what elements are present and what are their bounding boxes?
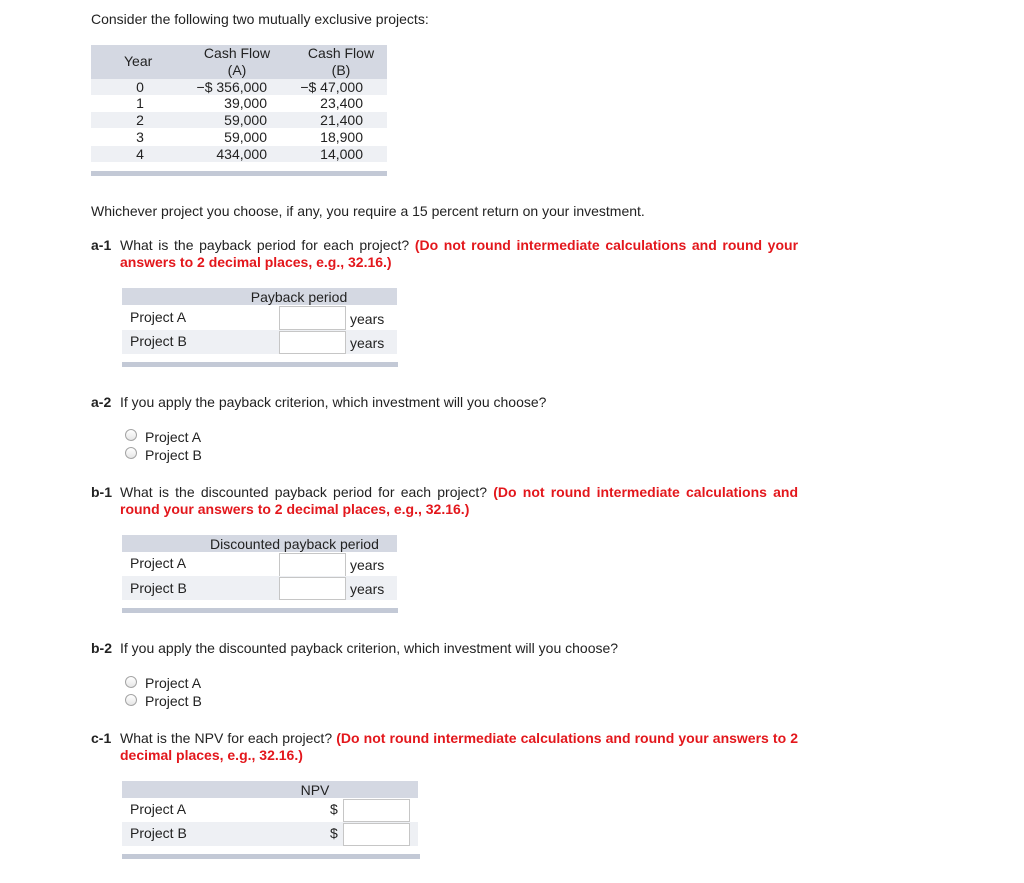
- radio-project-a[interactable]: [125, 676, 137, 688]
- question-text: What is the discounted payback period for each project?: [120, 484, 488, 500]
- table-footer-bar: [122, 854, 420, 859]
- currency-symbol: $: [330, 825, 338, 841]
- question-number: b-2: [91, 640, 112, 656]
- radio-label-project-b: Project B: [145, 693, 202, 709]
- discounted-payback-a-input[interactable]: [279, 553, 346, 577]
- return-statement: Whichever project you choose, if any, you require a 15 percent return on your investment.: [91, 203, 645, 219]
- question-text: What is the NPV for each project?: [120, 730, 333, 746]
- cash-b-cell: 14,000: [320, 146, 363, 162]
- question-instruction: (Do not round intermediate calculations and round your answers to 2 decimal places, e.g., 32.16.): [120, 730, 799, 763]
- cash-b-cell: 18,900: [320, 129, 363, 145]
- year-cell: 2: [136, 112, 144, 128]
- project-a-label: Project A: [130, 309, 187, 325]
- radio-project-a[interactable]: [125, 429, 137, 441]
- intro-text: Consider the following two mutually exclusive projects:: [91, 11, 429, 27]
- npv-a-input[interactable]: [343, 799, 410, 822]
- payback-b-input[interactable]: [279, 331, 346, 354]
- project-a-label: Project A: [130, 555, 187, 571]
- npv-header: NPV: [300, 782, 330, 798]
- question-b1-text: [120, 484, 798, 518]
- unit-years: years: [350, 311, 385, 327]
- table-footer-bar: [91, 171, 387, 176]
- question-instruction: (Do not round intermediate calculations and round your answers to 2 decimal places, e.g., 32.16.): [120, 237, 799, 270]
- question-number: b-1: [91, 484, 112, 500]
- npv-b-input[interactable]: [343, 823, 410, 846]
- table-footer-bar: [122, 362, 398, 367]
- discounted-payback-b-input[interactable]: [279, 577, 346, 600]
- cash-flow-a-sub: (A): [227, 62, 247, 78]
- cash-a-cell: 59,000: [224, 112, 267, 128]
- unit-years: years: [350, 335, 385, 351]
- cash-flow-a-header: Cash Flow: [203, 45, 271, 61]
- discounted-payback-header: Discounted payback period: [210, 536, 379, 552]
- year-header: Year: [124, 53, 153, 69]
- cash-a-cell: 39,000: [224, 95, 267, 111]
- payback-a-input[interactable]: [279, 306, 346, 330]
- question-number: a-1: [91, 237, 112, 253]
- radio-project-b[interactable]: [125, 694, 137, 706]
- cash-a-cell: 59,000: [224, 129, 267, 145]
- currency-symbol: $: [330, 801, 338, 817]
- question-instruction: (Do not round intermediate calculations and round your answers to 2 decimal places, e.g., 32.16.): [120, 484, 799, 517]
- project-b-label: Project B: [130, 825, 187, 841]
- cash-flow-b-sub: (B): [331, 62, 351, 78]
- question-b2-text: If you apply the discounted payback criterion, which investment will you choose?: [120, 640, 619, 656]
- year-cell: 1: [136, 95, 144, 111]
- cash-a-cell: 434,000: [216, 146, 267, 162]
- cash-a-cell: −$ 356,000: [196, 79, 267, 95]
- table-header: [122, 781, 418, 798]
- table-footer-bar: [122, 608, 398, 613]
- radio-project-b[interactable]: [125, 447, 137, 459]
- project-b-label: Project B: [130, 580, 187, 596]
- radio-label-project-b: Project B: [145, 447, 202, 463]
- question-a1-text: [120, 237, 798, 271]
- question-c1-text: [120, 730, 798, 764]
- question-text: What is the payback period for each project?: [120, 237, 410, 253]
- year-cell: 3: [136, 129, 144, 145]
- unit-years: years: [350, 581, 385, 597]
- radio-label-project-a: Project A: [145, 675, 202, 691]
- cash-b-cell: 21,400: [320, 112, 363, 128]
- cash-b-cell: 23,400: [320, 95, 363, 111]
- radio-label-project-a: Project A: [145, 429, 202, 445]
- question-number: a-2: [91, 394, 112, 410]
- cash-flow-b-header: Cash Flow: [307, 45, 375, 61]
- question-number: c-1: [91, 730, 112, 746]
- payback-header: Payback period: [250, 289, 348, 305]
- cash-b-cell: −$ 47,000: [300, 79, 363, 95]
- project-b-label: Project B: [130, 333, 187, 349]
- year-cell: 0: [136, 79, 144, 95]
- question-a2-text: If you apply the payback criterion, which investment will you choose?: [120, 394, 547, 410]
- project-a-label: Project A: [130, 801, 187, 817]
- unit-years: years: [350, 557, 385, 573]
- year-cell: 4: [136, 146, 144, 162]
